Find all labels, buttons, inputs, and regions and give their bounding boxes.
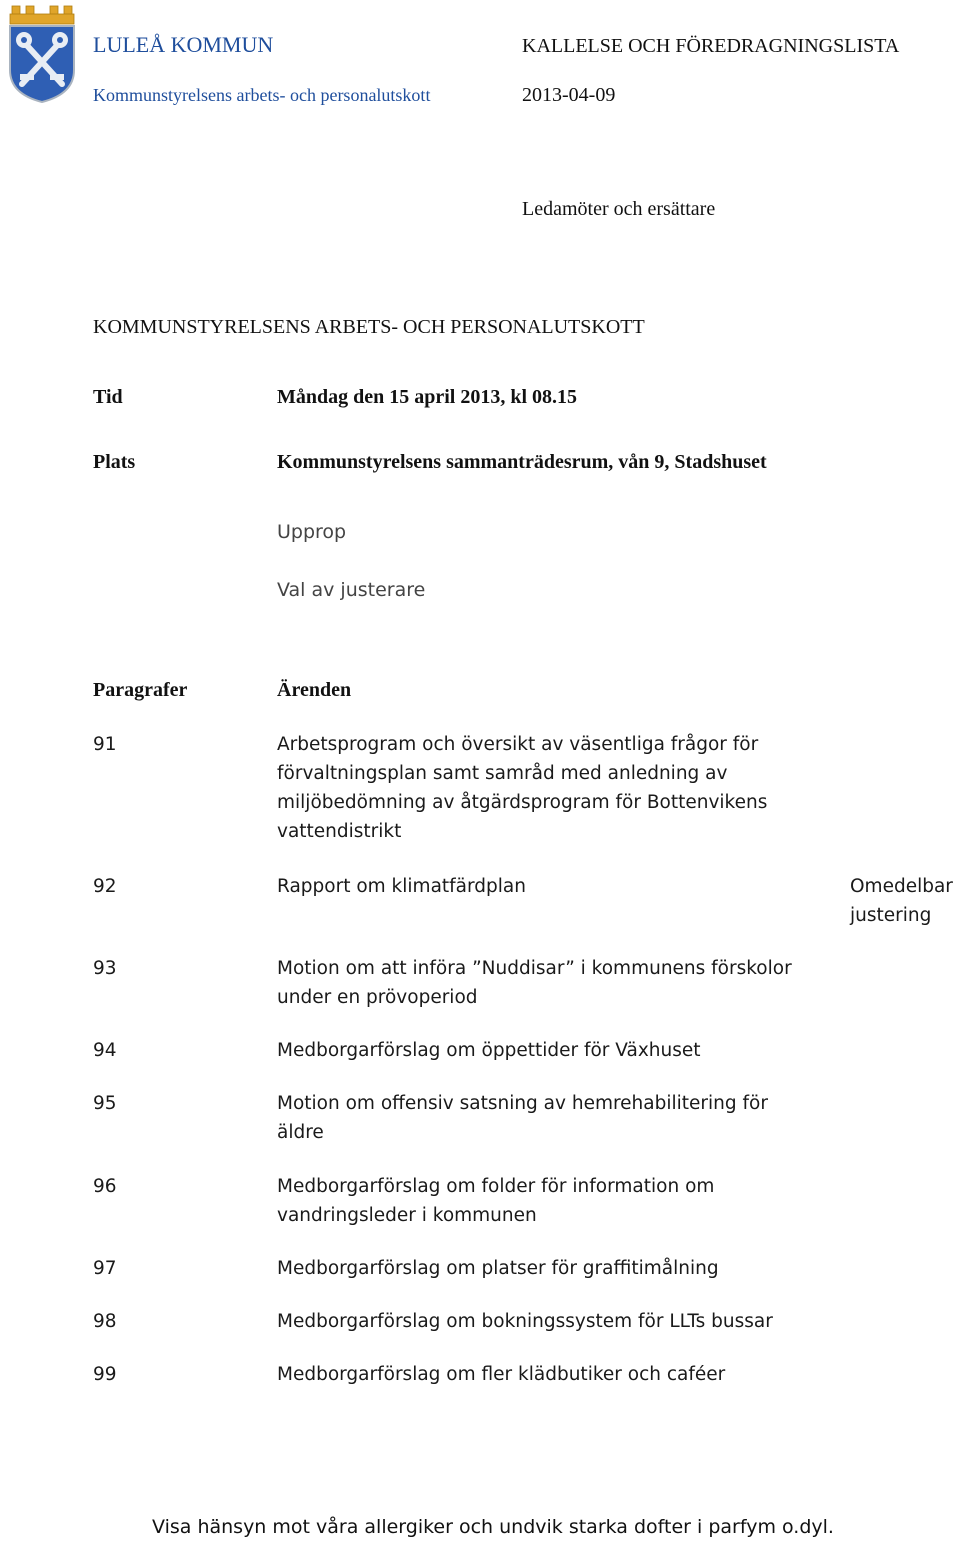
- agenda-item-text: Motion om offensiv satsning av hemrehabilitering för äldre: [277, 1093, 768, 1143]
- agenda-item-note: Omedelbar justering: [850, 876, 953, 926]
- agenda-item-number: 96: [93, 1176, 117, 1197]
- agenda-item-text: Rapport om klimatfärdplan: [277, 876, 526, 897]
- recipients: Ledamöter och ersättare: [522, 198, 716, 220]
- matter-column-header: Ärenden: [277, 679, 352, 701]
- agenda-item-number: 92: [93, 876, 117, 897]
- document-date: 2013-04-09: [522, 84, 616, 106]
- roll-call: Upprop: [277, 521, 347, 543]
- agenda-item-text: Medborgarförslag om öppettider för Växhuset: [277, 1040, 701, 1061]
- agenda-item-number: 98: [93, 1311, 117, 1332]
- place-label: Plats: [93, 451, 136, 473]
- committee-heading: KOMMUNSTYRELSENS ARBETS- OCH PERSONALUTSKOTT: [93, 316, 645, 338]
- agenda-item-number: 94: [93, 1040, 117, 1061]
- paragraph-column-header: Paragrafer: [93, 679, 188, 701]
- agenda-item-number: 93: [93, 958, 117, 979]
- agenda-item-text: Medborgarförslag om folder för information om vandringsleder i kommunen: [277, 1176, 715, 1226]
- election-of-adjusters: Val av justerare: [277, 579, 426, 601]
- allergy-notice-footer: Visa hänsyn mot våra allergiker och undvik starka dofter i parfym o.dyl.: [152, 1516, 834, 1538]
- agenda-item-text: Medborgarförslag om fler klädbutiker och caféer: [277, 1364, 726, 1385]
- time-value: Måndag den 15 april 2013, kl 08.15: [277, 386, 578, 408]
- municipality-name: LULEÅ KOMMUN: [93, 32, 274, 57]
- document-type: KALLELSE OCH FÖREDRAGNINGSLISTA: [522, 35, 900, 57]
- agenda-item-number: 91: [93, 734, 117, 755]
- agenda-item-text: Motion om att införa ”Nuddisar” i kommunens förskolor under en prövoperiod: [277, 958, 792, 1008]
- agenda-item-text: Medborgarförslag om platser för graffitimålning: [277, 1258, 719, 1279]
- coat-of-arms-logo: [6, 4, 78, 104]
- committee-subtitle: Kommunstyrelsens arbets- och personalutskott: [93, 85, 431, 105]
- agenda-item-text: Arbetsprogram och översikt av väsentliga frågor för förvaltningsplan samt samråd med anledning av miljöbedömning av åtgärdsprogram för Bottenvikens vattendistrikt: [277, 734, 768, 842]
- agenda-item-number: 95: [93, 1093, 117, 1114]
- place-value: Kommunstyrelsens sammanträdesrum, vån 9, Stadshuset: [277, 451, 767, 473]
- time-label: Tid: [93, 386, 123, 408]
- agenda-item-number: 99: [93, 1364, 117, 1385]
- agenda-item-number: 97: [93, 1258, 117, 1279]
- agenda-item-text: Medborgarförslag om bokningssystem för LLTs bussar: [277, 1311, 773, 1332]
